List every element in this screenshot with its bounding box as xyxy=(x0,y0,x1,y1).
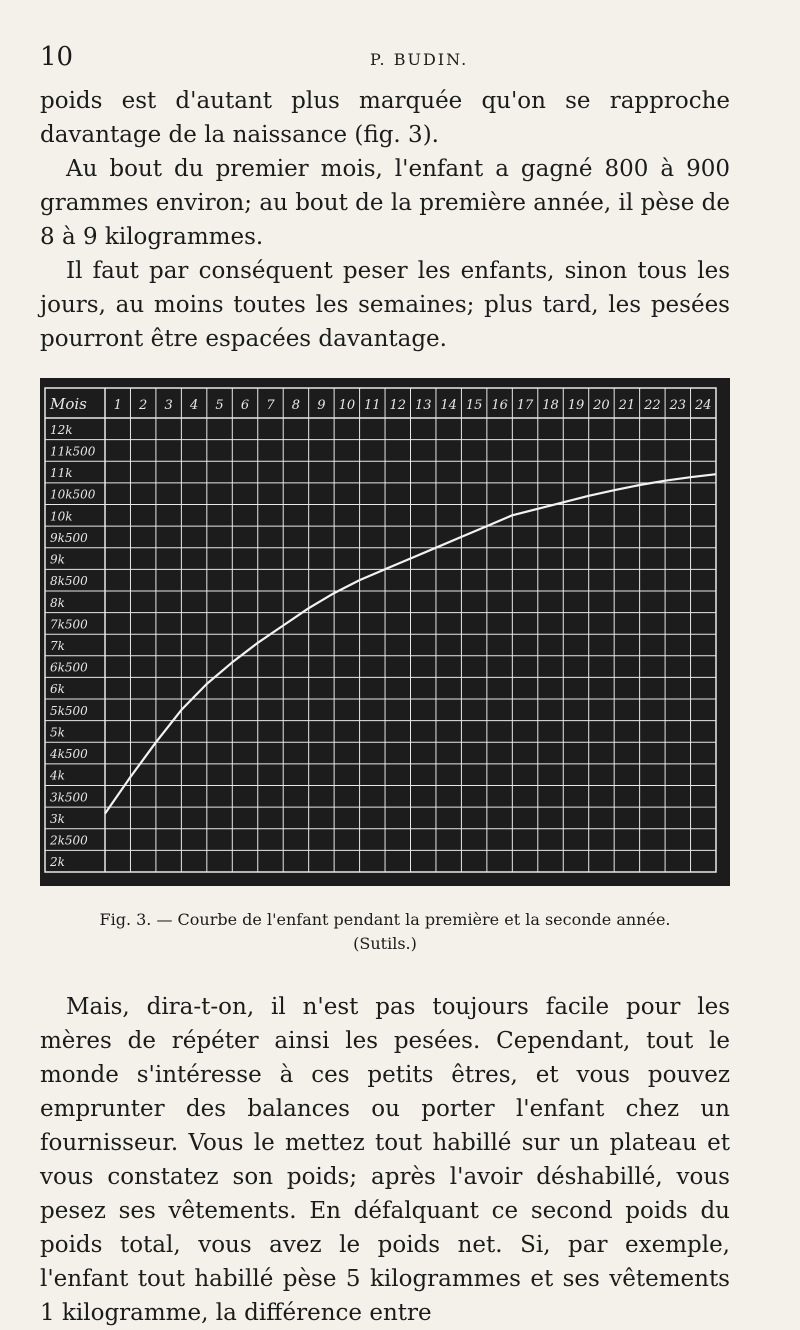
paragraph-continuation: poids est d'autant plus marquée qu'on se rapproche davantage de la naissance (fig. 3). xyxy=(40,88,730,148)
weight-curve-chart xyxy=(40,378,730,886)
y-tick-label: 6k500 xyxy=(50,660,88,675)
y-tick-label: 10k xyxy=(50,509,73,524)
y-tick-label: 7k xyxy=(50,639,65,653)
chart-frame xyxy=(45,388,716,872)
y-tick-label: 5k xyxy=(50,725,65,740)
y-tick-label: 5k500 xyxy=(50,703,88,718)
y-tick-label: 12k xyxy=(50,422,73,437)
x-tick-label: 14 xyxy=(440,398,457,413)
x-tick-label: 12 xyxy=(389,398,407,413)
x-tick-label: 15 xyxy=(465,398,483,413)
x-tick-label: 2 xyxy=(139,398,148,413)
y-tick-label: 3k xyxy=(50,811,65,826)
x-tick-label: 1 xyxy=(113,398,122,413)
y-tick-label: 2k500 xyxy=(50,833,88,848)
y-tick-label: 9k xyxy=(50,552,65,567)
caption-source: (Sutils.) xyxy=(353,934,417,953)
paragraph-first-month: Au bout du premier mois, l'enfant a gagné 800 à 900 grammes environ; au bout de la première année, il pèse de 8 à 9 kilogrammes. xyxy=(40,156,730,250)
x-tick-label: 8 xyxy=(291,398,301,413)
x-tick-label: 20 xyxy=(593,398,610,413)
y-tick-label: 11k xyxy=(50,466,73,481)
y-tick-label: 11k500 xyxy=(50,444,96,459)
x-tick-label: 6 xyxy=(240,398,250,413)
y-tick-label: 8k xyxy=(50,595,65,610)
x-tick-label: 22 xyxy=(644,398,661,413)
y-tick-label: 3k500 xyxy=(50,790,88,805)
y-tick-label: 4k500 xyxy=(50,747,88,762)
page-number: 10 xyxy=(40,42,74,72)
y-tick-label: 6k xyxy=(50,682,65,697)
y-tick-label: 8k500 xyxy=(50,574,88,589)
x-tick-label: 16 xyxy=(491,398,508,413)
x-tick-label: 10 xyxy=(338,398,356,413)
figure-caption xyxy=(40,908,730,956)
x-tick-label: 21 xyxy=(618,398,636,413)
x-tick-label: 5 xyxy=(215,398,224,413)
x-tick-label: 23 xyxy=(669,398,687,413)
x-tick-label: 24 xyxy=(694,398,712,413)
y-tick-label: 4k xyxy=(50,768,65,783)
y-tick-label: 9k500 xyxy=(50,530,88,545)
x-tick-label: 17 xyxy=(516,398,534,413)
x-tick-label: 3 xyxy=(164,398,173,413)
x-tick-label: 13 xyxy=(414,398,432,413)
weight-curve-figure xyxy=(40,378,730,886)
paragraph-weighing: Il faut par conséquent peser les enfants, sinon tous les jours, au moins toutes les semaines; plus tard, les pesées pourront être espacées davantage. xyxy=(40,258,730,352)
page-header xyxy=(40,42,730,78)
x-tick-label: 19 xyxy=(567,398,585,413)
y-tick-label: 7k500 xyxy=(50,617,88,632)
y-tick-label: 2k xyxy=(50,855,65,870)
y-tick-label: 10k500 xyxy=(50,487,96,502)
x-tick-label: 9 xyxy=(317,398,326,413)
paragraph-scales: Mais, dira-t-on, il n'est pas toujours facile pour les mères de répéter ainsi les pesées. Cependant, tout le monde s'intéresse à ces petits êtres, et vous pouvez emprunter des balances ou porter l'enfant chez un fournisseur. Vous le mettez tout habillé sur un plateau et vous constatez son poids; après l'avoir déshabillé, vous pesez ses vêtements. En défalquant ce second poids du poids total, vous avez le poids net. Si, par exemple, l'enfant tout habillé pèse 5 kilogrammes et ses vêtements 1 kilogramme, la différence entre xyxy=(40,994,730,1326)
running-head: P. BUDIN. xyxy=(370,50,469,69)
caption-text: Fig. 3. — Courbe de l'enfant pendant la première et la seconde année. xyxy=(99,910,671,929)
x-tick-label: 4 xyxy=(189,398,199,413)
corner-label: Mois xyxy=(50,395,87,413)
x-tick-label: 11 xyxy=(364,398,381,413)
x-tick-label: 18 xyxy=(542,398,559,413)
x-tick-label: 7 xyxy=(266,398,275,413)
